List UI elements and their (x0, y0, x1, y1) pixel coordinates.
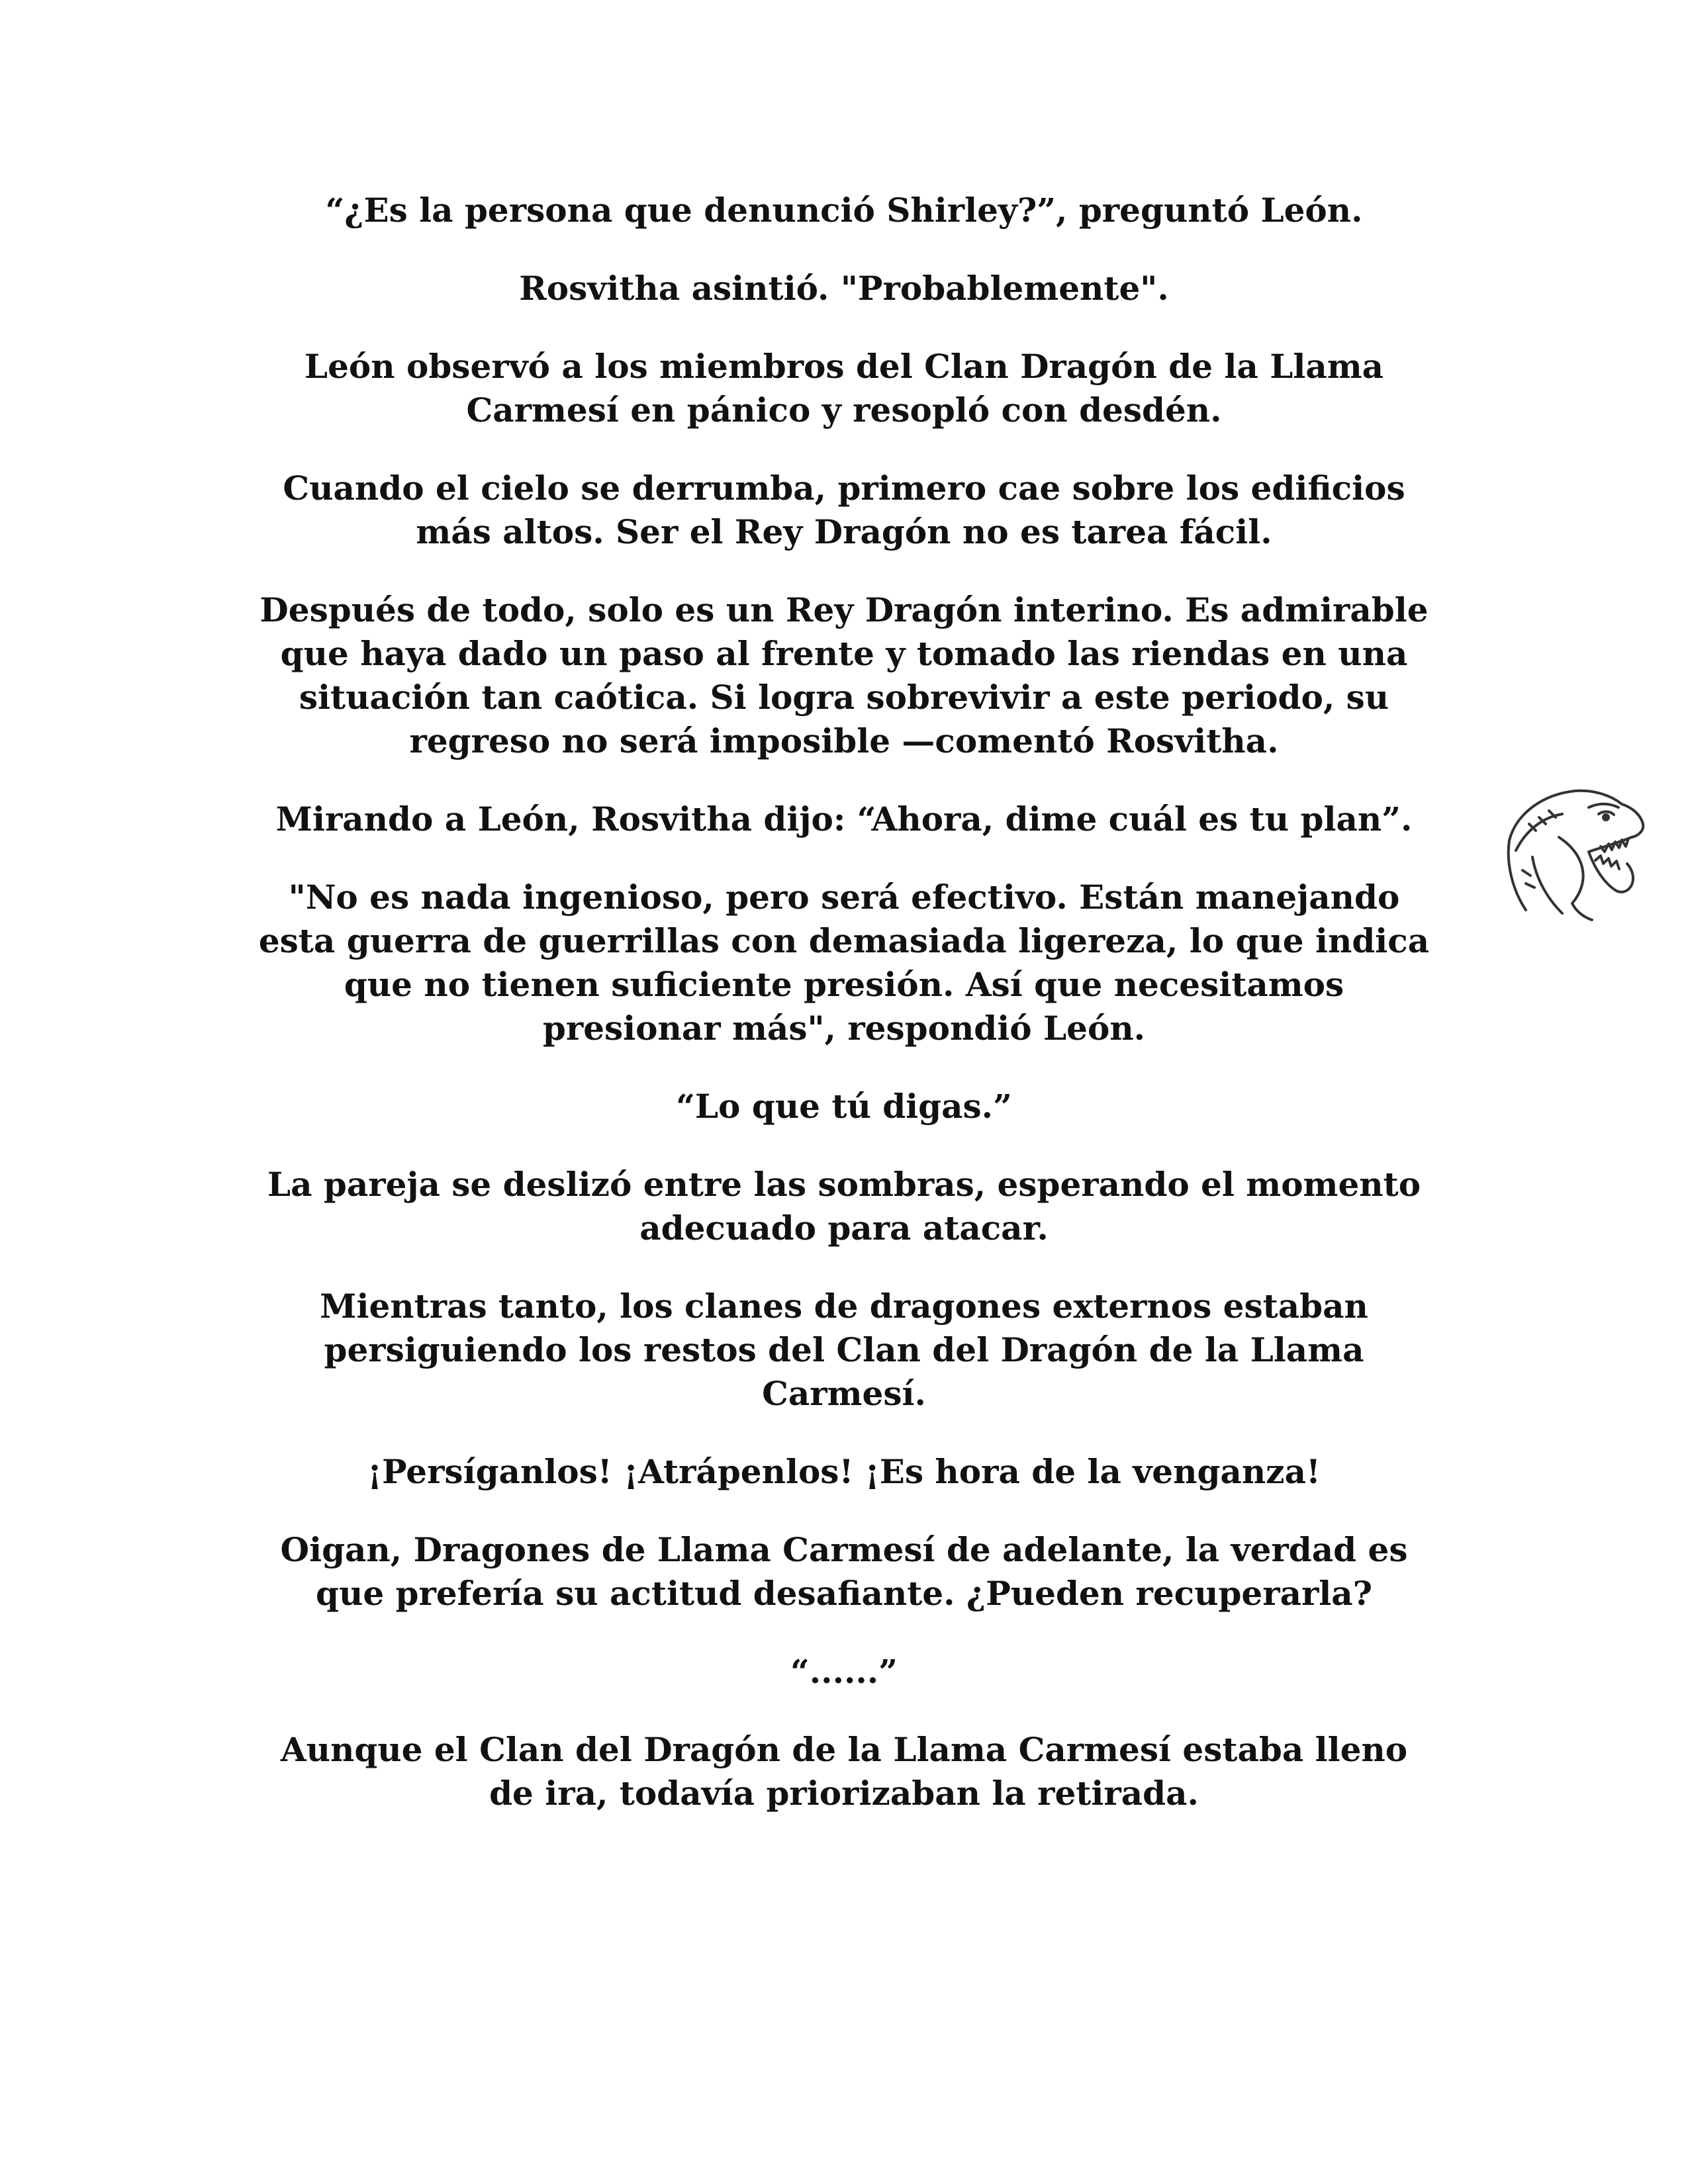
story-text (225, 189, 1463, 1850)
dragon-head-sketch-icon (1496, 778, 1655, 930)
paragraph-9: La pareja se deslizó entre las sombras, esperando el momento adecuado para atacar. (267, 1165, 1421, 1248)
paragraph-8: “Lo que tú digas.” (676, 1087, 1012, 1126)
paragraph-7: "No es nada ingenioso, pero será efectivo. Están manejando esta guerra de guerrillas con demasiada ligereza, lo que indica que no tienen suficiente presión. Así que necesitamos presionar más", respondió León. (258, 878, 1430, 1048)
paragraph-14: Aunque el Clan del Dragón de la Llama Carmesí estaba lleno de ira, todavía priorizaban la retirada. (280, 1730, 1408, 1813)
paragraph-1: “¿Es la persona que denunció Shirley?”, preguntó León. (325, 191, 1363, 230)
paragraph-10: Mientras tanto, los clanes de dragones externos estaban persiguiendo los restos del Clan del Dragón de la Llama Carmesí. (320, 1287, 1368, 1413)
paragraph-12: Oigan, Dragones de Llama Carmesí de adelante, la verdad es que prefería su actitud desafiante. ¿Pueden recuperarla? (280, 1530, 1408, 1613)
paragraph-11: ¡Persíganlos! ¡Atrápenlos! ¡Es hora de la venganza! (367, 1452, 1321, 1491)
paragraph-5: Después de todo, solo es un Rey Dragón interino. Es admirable que haya dado un paso al frente y tomado las riendas en una situación tan caótica. Si logra sobrevivir a este periodo, su regreso no será imposible —comentó Rosvitha. (259, 590, 1429, 760)
paragraph-2: Rosvitha asintió. "Probablemente". (519, 269, 1169, 308)
paragraph-3: León observó a los miembros del Clan Dragón de la Llama Carmesí en pánico y resopló con desdén. (304, 347, 1384, 430)
paragraph-13: “......” (790, 1652, 898, 1691)
paragraph-6: Mirando a León, Rosvitha dijo: “Ahora, dime cuál es tu plan”. (275, 799, 1413, 839)
paragraph-4: Cuando el cielo se derrumba, primero cae sobre los edificios más altos. Ser el Rey Dragón no es tarea fácil. (283, 469, 1405, 551)
